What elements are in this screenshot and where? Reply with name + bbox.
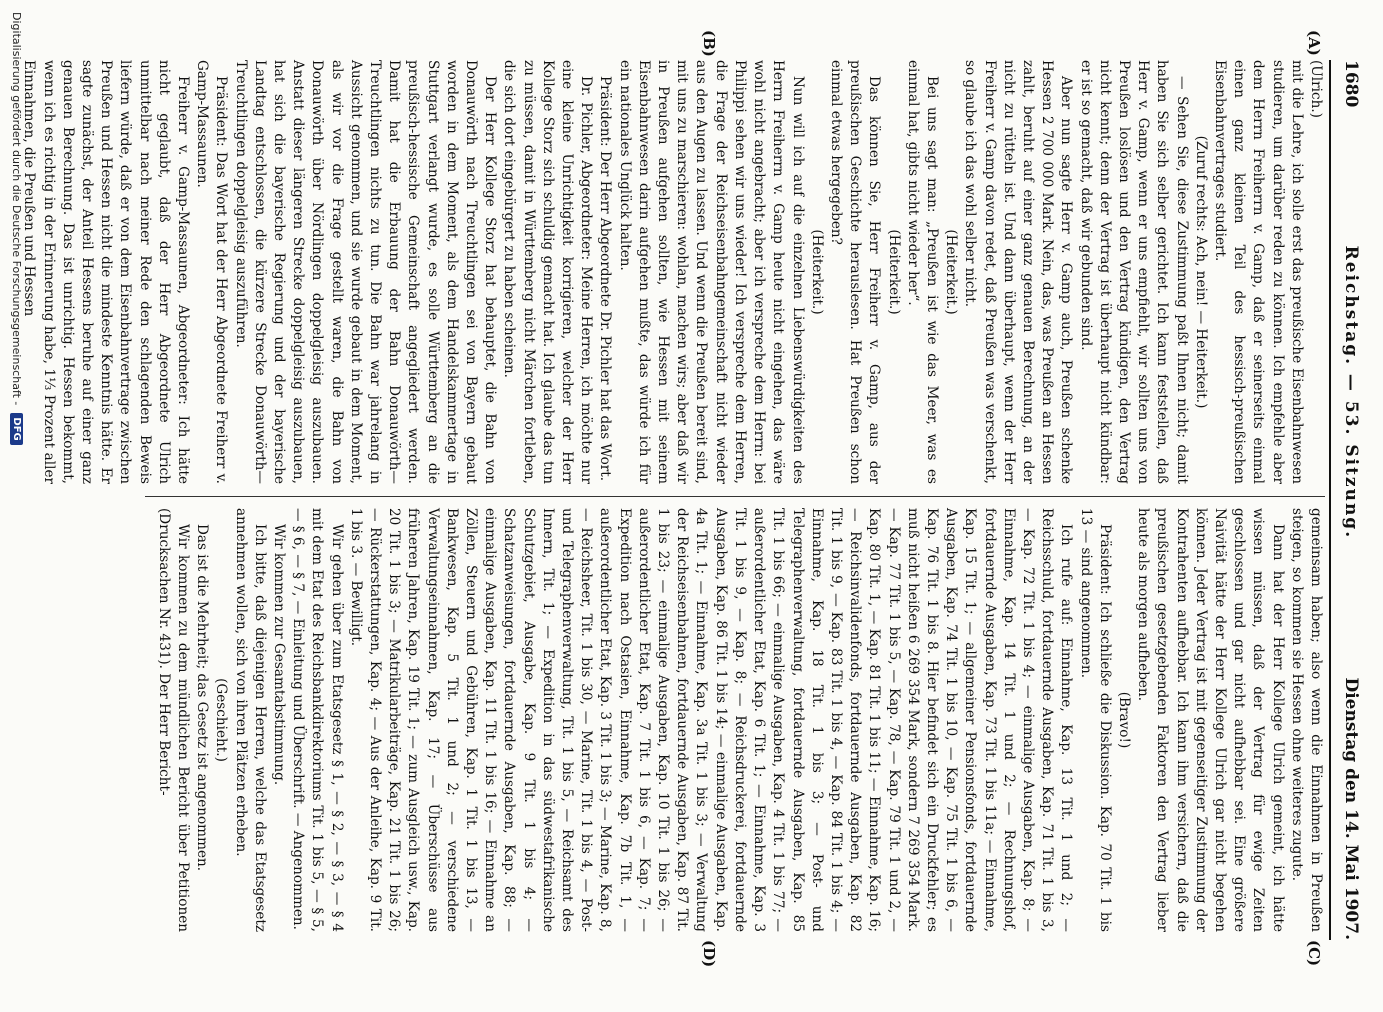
margin-marker-a: (A) [1305,30,1323,56]
paragraph: Dann hat der Herr Kollege Ulrich gemeint, ich hätte wissen müssen, daß der Vertrag für ewige Zeiten geschlossen und gar nicht aufhebbar sei. Eine größere Naivität hätte der Herr Kollege Ulrich gar nicht begehen können. Jeder Vertrag ist mit gegenseitiger Zustimmung der Kontrahenten aufhebbar. Ich kann ihm versichern, daß die preußischen gesetzgebenden Faktoren den Vertrag lieber heute als morgen aufheben. [1135,508,1286,932]
paragraph: Freiherr v. Gamp-Massaunen, Abgeordneter: Ich hätte nicht geglaubt, daß der Herr Abgeordnete Ulrich unmittelbar nach meiner Rede den schlagenden Beweis liefern würde, daß er von dem Eisenbahnvertrage zwischen Preußen und Hessen nicht die mindeste Kenntnis hätte. Er sagte zunächst, der Anteil Hessens beruhe auf einer ganz genauen Berechnung. Das ist unrichtig. Hessen bekommt, wenn ich es richtig in der Erinnerung habe, 1⅓ Prozent aller Einnahmen, die Preußen und Hessen [21,60,192,484]
paragraph: (Bravo!) [1115,691,1132,749]
paragraph: (Heiterkeit.) [943,229,960,315]
paragraph: (Heiterkeit.) [885,229,902,315]
paragraph: Nun will ich auf die einzelnen Liebenswürdigkeiten des Herrn Freiherrn v. Gamp heute nicht eingehen, das wäre wohl nicht angebracht; aber ich verspreche dem Herrn: bei Philippi sehen wir uns wieder! Ich verspreche dem Herren, die Frage der Reichseisenbahngemeinschaft nicht wieder aus den Augen zu lassen. Und wenn die Preußen bereit sind, mit uns zu marschieren: wohlan, machen wirs; aber daß wir in Preußen aufgehen sollten, wie Hessen mit seinem Eisenbahnwesen darin aufgehen mußte, das würde ich für ein nationales Unglück halten. [616,60,806,484]
paragraph: gemeinsam haben; also wenn die Einnahmen in Preußen steigen, so kommen sie Hessen ohne weiteres zugute. [1288,508,1324,932]
paragraph: Präsident: Der Herr Abgeordnete Dr. Pichler hat das Wort. [597,76,614,482]
paragraph: Das können Sie, Herr Freiherr v. Gamp, aus der preußischen Geschichte herauslesen. Hat Preußen schon einmal etwas hergegeben? [827,60,883,484]
paragraph: Ich rufe auf: Einnahme, Kap. 13 Tit. 1 und 2; — Reichsschuld, fortdauernde Ausgaben, Kap. 71 Tit. 1 bis 3, — Kap. 72 Tit. 1 bis 4; — einmalige Ausgaben, Kap. 8; — Einnahme, Kap. 14 Tit. 1 und 2; — Rechnungshof, fortdauernde Ausgaben, Kap. 73 Tit. 1 bis 11a; — Einnahme, Kap. 15 Tit. 1; — allgemeiner Pensionsfonds, fortdauernde Ausgaben, Kap. 74 Tit. 1 bis 10, — Kap. 75 Tit. 1 bis 6, — Kap. 76 Tit. 1 bis 8. Hier befindet sich ein Druckfehler; es muß nicht heißen 6 269 354 Mark, sondern 7 269 354 Mark. — Kap. 77 Tit. 1 bis 5, — Kap. 78, — Kap. 79 Tit. 1 und 2, — Kap. 80 Tit. 1, — Kap. 81 Tit. 1 bis 11; — Einnahme, Kap. 16; — Reichsinvalidenfonds, fortdauernde Ausgaben, Kap. 82 Tit. 1 bis 9, — Kap. 83 Tit. 1 bis 4, — Kap. 84 Tit. 1 bis 4; — Einnahme, Kap. 18 Tit. 1 bis 3; — Post- und Telegraphenverwaltung, fortdauernde Ausgaben, Kap. 85 Tit. 1 bis 66; — einmalige Ausgaben, Kap. 4 Tit. 1 bis 77; — außerordentlicher Etat, Kap. 6 Tit. 1; — Einnahme, Kap. 3 Tit. 1 bis 9, — Kap. 8; — Reichsdruckerei, fortdauernde Ausgaben, Kap. 86 Tit. 1 bis 14; — einmalige Ausgaben, Kap. 4a Tit. 1; — Einnahme, Kap. 3a Tit. 1 bis 3; — Verwaltung der Reichseisenbahnen, fortdauernde Ausgaben, Kap. 87 Tit. 1 bis 23; — einmalige Ausgaben, Kap. 10 Tit. 1 bis 26; — außerordentlicher Etat, Kap. 7 Tit. 1 bis 6, — Kap. 7; — Expedition nach Ostasien, Einnahme, Kap. 7b Tit. 1, — außerordentlicher Etat, Kap. 3 Tit. 1 bis 3; — Marine, Kap. 8, — Reichsheer, Tit. 1 bis 30, — Marine, Tit. 1 bis 4, — Post- und Telegraphenverwaltung, Tit. 1 bis 5, — Reichsamt des Innern, Tit. 1; — Expedition in das südwestafrikanische Schutzgebiet, Ausgabe, Kap. 9 Tit. 1 bis 4; — Schatzanweisungen, fortdauernde Ausgaben, Kap. 88; — einmalige Ausgaben, Kap. 11 Tit. 1 bis 16; — Einnahme an Zöllen, Steuern und Gebühren, Kap. 1 Tit. 1 bis 13, — Bankwesen, Kap. 5 Tit. 1 und 2; — verschiedene Verwaltungseinnahmen, Kap. 17; — Überschüsse aus früheren Jahren, Kap. 19 Tit. 1; — zum Ausgleich usw., Kap. 20 Tit. 1 bis 3; — Matrikularbeiträge, Kap. 21 Tit. 1 bis 26; — Rückerstattungen, Kap. 4; — Aus der Anleihe, Kap. 9 Tit. 1 bis 3. — Bewilligt. [347,508,1075,932]
header-date: Dienstag den 14. Mai 1907. [1341,677,1361,940]
left-column [21,60,1325,484]
paragraph: Präsident: Ich schließe die Diskussion. Kap. 70 Tit. 1 bis 13 — sind angenommen. [1077,508,1113,932]
paragraph: Ich bitte, daß diejenigen Herren, welche das Etatsgesetz annehmen wollen, sich von ihren Plätzen erheben. [232,508,268,932]
paragraph: Aber nun sagte Herr v. Gamp auch, Preußen schenke Hessen 2 700 000 Mark. Nein, das, was Preußen an Hessen zahlt, beruht auf einer ganz genauen Berechnung, an der nicht zu rütteln ist. Und dann überhaupt, wenn der Herr Freiherr v. Gamp davon redet, daß Preußen was verschenkt, so glaube ich das wohl selber nicht. [962,60,1075,484]
paragraph: (Zuruf rechts: Ach, nein! — Heiterkeit.) [1192,135,1209,409]
paragraph: Wir gehen über zum Etatsgesetz § 1, — § 2, — § 3, — § 4 mit dem Etat des Reichsbankdirektoriums Tit. 1 bis 5, — § 5, — § 6, — § 7, — Einleitung und Überschrift. — Angenommen. [290,508,345,932]
paragraph: (Ulrich.) [1308,60,1324,118]
header-rule [1329,60,1331,940]
page-number: 1680 [1341,60,1361,108]
paragraph: mit die Lehre, ich solle erst das preußische Eisenbahnwesen studieren, um darüber reden zu können. Ich empfehle aber dem Herrn Freiherrn v. Gamp, daß er seinerseits einmal einen ganz kleinen Teil des hessisch-preußischen Eisenbahnvertrages studiert. [1211,60,1305,484]
margin-marker-c: (C) [1305,940,1323,967]
column-divider [145,496,1325,497]
paragraph: Präsident: Das Wort hat der Herr Abgeordnete Freiherr v. Gamp-Massaunen. [194,60,230,484]
paragraph: Das ist die Mehrheit; das Gesetz ist angenommen. [194,524,211,872]
footer-credit: Digitalisierung gefördert durch die Deutsche Forschungsgemeinschaft - [10,12,24,406]
dfg-logo: DFG [11,413,24,444]
paragraph: — Sehen Sie, diese Zustimmung paßt Ihnen nicht; damit haben Sie sich selber gerichtet. Ich kann feststellen, daß Herr v. Gamp, wenn er uns empfiehlt, wir sollten uns von Preußen loslösen und den Vertrag kündigen, den Vertrag nicht kennt; denn der Vertrag ist überhaupt nicht kündbar: er ist so gemacht, daß wir gebunden sind. [1077,60,1190,484]
page-footer [6,0,28,1012]
margin-marker-b: (B) [700,30,718,57]
paragraph: (Heiterkeit.) [808,229,825,315]
header-title: Reichstag. — 53. Sitzung. [1341,245,1361,540]
paragraph: Der Herr Kollege Storz hat behauptet, die Bahn von Donauwörth nach Treuchtlingen sei von Bayern gebaut worden in dem Moment, als dem Handelskammertage in Stuttgart verlangt wurde, es solle Württemberg an die preußisch-hessische Gemeinschaft angegliedert werden. Damit hat die Erbauung der Bahn Donauwörth—Treuchtlingen nichts zu tun. Die Bahn war jahrelang in Aussicht genommen, und sie wurde gebaut in dem Moment, als wir vor die Frage gestellt waren, die Bahn von Donauwörth über Nördlingen doppelgleisig auszubauen. Anstatt dieser längeren Strecke doppelgleisig auszubauen, hat sich die bayerische Regierung und der bayerische Landtag entschlossen, die kürzere Strecke Donauwörth—Treuchtlingen doppelgleisig auszuführen. [232,60,499,484]
paragraph: Dr. Pichler, Abgeordneter: Meine Herren, ich möchte nur eine kleine Unrichtigkeit korrigieren, welcher der Herr Kollege Storz sich schuldig gemacht hat. Ich glaube das tun zu müssen, damit in Württemberg nicht Märchen fortleben, die sich dort eingebürgert zu haben scheinen. [501,60,595,484]
paragraph: Wir kommen zu dem mündlichen Bericht über Petitionen (Drucksachen Nr. 431). Der Herr Bericht- [155,508,192,932]
paragraph: Bei uns sagt man: „Preußen ist wie das Meer, was es einmal hat, gibts nicht wieder her“. [904,60,940,484]
right-column [145,508,1325,932]
margin-marker-d: (D) [700,940,718,968]
paragraph: Wir kommen zur Gesamtabstimmung. [271,524,288,786]
paragraph: (Geschieht.) [213,678,230,762]
page-header [1337,60,1365,940]
